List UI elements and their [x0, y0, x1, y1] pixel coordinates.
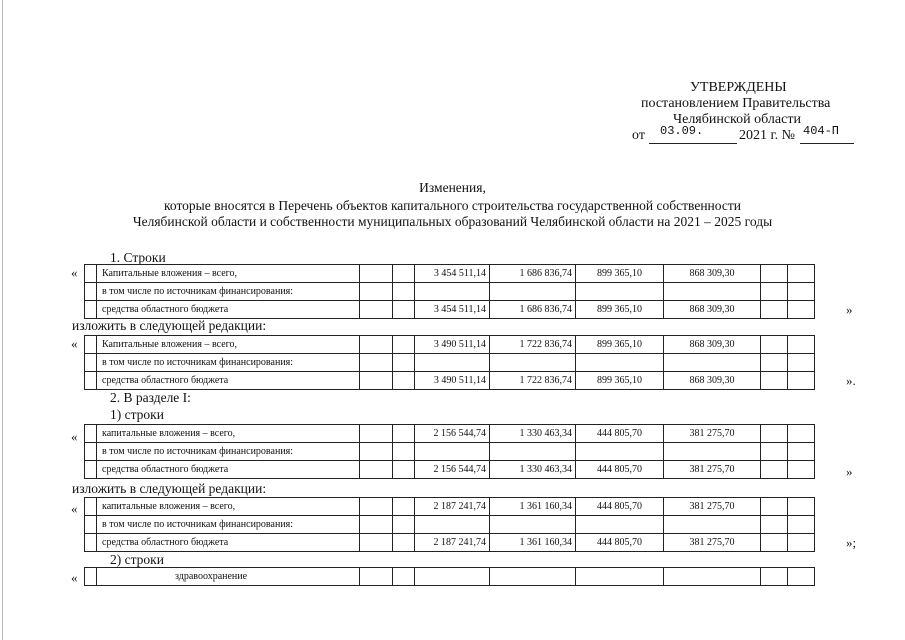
table-row: средства областного бюджета 2 187 241,74 1 361 160,34 444 805,70 381 275,70 — [85, 534, 815, 552]
table-1 — [84, 264, 815, 319]
doc-title-3: Челябинской области и собственности муниципальных образований Челябинской области на 2021 – 2025 годы — [132, 214, 773, 229]
doc-title-2: которые вносятся в Перечень объектов капитального строительства государственной собственности — [164, 198, 741, 213]
page-edge — [2, 0, 3, 640]
table-row — [85, 354, 815, 372]
doc-title-1: Изменения, — [419, 180, 486, 195]
table-row: капитальные вложения – всего, 2 156 544,74 1 330 463,34 444 805,70 381 275,70 — [85, 425, 815, 443]
row-label: в том числе по источникам финансирования: — [97, 283, 360, 301]
quote-open: « — [71, 570, 78, 585]
table-row — [85, 283, 815, 301]
approved-from: от — [632, 128, 645, 143]
row-label: средства областного бюджета — [97, 461, 360, 479]
quote-close: » — [846, 302, 853, 317]
table-row: средства областного бюджета 3 454 511,14 1 686 836,74 899 365,10 868 309,30 — [85, 301, 815, 319]
approved-year: 2021 г. № — [739, 128, 796, 143]
section-2-2-label: 2) строки — [110, 552, 164, 567]
section-2-1-label: 1) строки — [110, 407, 164, 422]
approved-date: 03.09. — [660, 124, 704, 138]
table-3 — [84, 424, 815, 479]
quote-close-semi: »; — [846, 535, 857, 550]
table-row — [85, 568, 815, 586]
row-label: в том числе по источникам финансирования: — [97, 354, 360, 372]
section-2-label: 2. В разделе I: — [110, 390, 191, 405]
table-2 — [84, 335, 815, 390]
table-row: Капитальные вложения – всего, 3 490 511,14 1 722 836,74 899 365,10 868 309,30 — [85, 336, 815, 354]
row-label: капитальные вложения – всего, — [97, 498, 360, 516]
approved-line-1: постановлением Правительства — [641, 96, 831, 111]
approved-line-2: Челябинской области — [673, 112, 801, 127]
row-label: Капитальные вложения – всего, — [97, 336, 360, 354]
quote-close-dot: ». — [846, 373, 856, 388]
table-row — [85, 516, 815, 534]
row-label: средства областного бюджета — [97, 534, 360, 552]
row-label: средства областного бюджета — [97, 372, 360, 390]
table-5 — [84, 567, 815, 586]
quote-close: » — [846, 464, 853, 479]
approved-heading: УТВЕРЖДЕНЫ — [690, 80, 787, 95]
approved-number: 404-П — [803, 124, 840, 138]
quote-open: « — [71, 429, 78, 444]
table-row: Капитальные вложения – всего, 3 454 511,14 1 686 836,74 899 365,10 868 309,30 — [85, 265, 815, 283]
table-row: средства областного бюджета 3 490 511,14 1 722 836,74 899 365,10 868 309,30 — [85, 372, 815, 390]
table-row — [85, 443, 815, 461]
table-row: капитальные вложения – всего, 2 187 241,74 1 361 160,34 444 805,70 381 275,70 — [85, 498, 815, 516]
quote-open: « — [71, 265, 78, 280]
quote-open: « — [71, 501, 78, 516]
date-underline — [649, 143, 737, 144]
section-1-label: 1. Строки — [110, 250, 166, 265]
row-label: Капитальные вложения – всего, — [97, 265, 360, 283]
restate-label: изложить в следующей редакции: — [72, 481, 267, 496]
table-row: средства областного бюджета 2 156 544,74 1 330 463,34 444 805,70 381 275,70 — [85, 461, 815, 479]
row-label: средства областного бюджета — [97, 301, 360, 319]
row-label: здравоохранение — [97, 568, 360, 586]
restate-label: изложить в следующей редакции: — [72, 318, 267, 333]
row-label: в том числе по источникам финансирования: — [97, 443, 360, 461]
table-4 — [84, 497, 815, 552]
row-label: капитальные вложения – всего, — [97, 425, 360, 443]
quote-open: « — [71, 336, 78, 351]
number-underline — [800, 143, 854, 144]
row-label: в том числе по источникам финансирования: — [97, 516, 360, 534]
